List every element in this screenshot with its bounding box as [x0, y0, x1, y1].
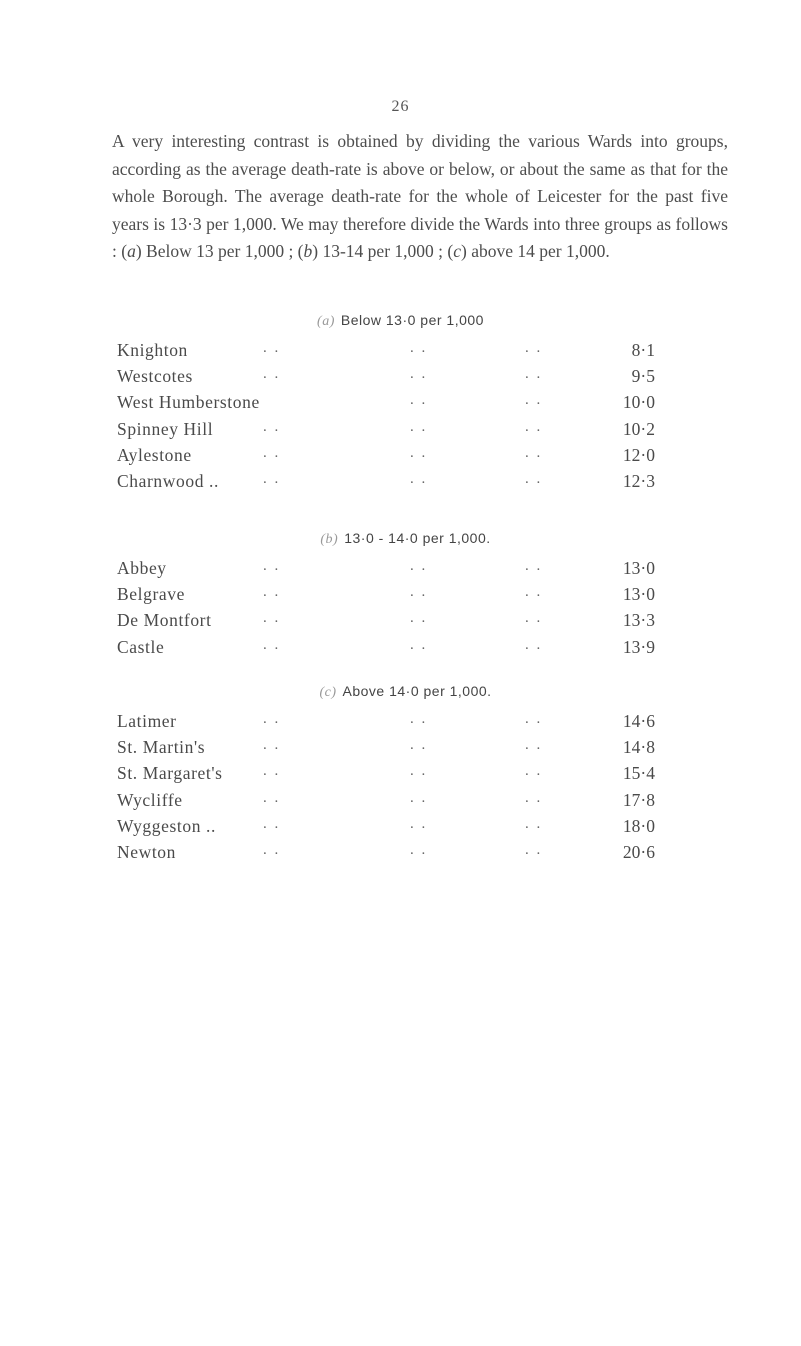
- leader-dots: . .: [525, 610, 543, 627]
- ward-row: [117, 790, 655, 816]
- ward-row: [117, 445, 655, 471]
- group-heading-text: Below 13·0 per 1,000: [340, 312, 484, 328]
- ward-row: [117, 711, 655, 737]
- ward-row: [117, 842, 655, 868]
- leader-dots: . .: [410, 711, 428, 727]
- leader-dots: . .: [410, 763, 428, 780]
- ward-name: Wyggeston ..: [117, 815, 216, 836]
- leader-dots: . .: [525, 842, 543, 858]
- ward-name: De Montfort: [117, 610, 212, 631]
- ward-name: Castle: [117, 636, 165, 657]
- death-rate-value: 13·9: [622, 636, 655, 657]
- death-rate-value: 10·2: [622, 418, 655, 439]
- leader-dots: . .: [525, 392, 543, 409]
- leader-dots: . .: [410, 366, 428, 383]
- death-rate-value: 15·4: [622, 763, 655, 784]
- ward-row: [117, 366, 655, 392]
- group-heading: [0, 683, 801, 701]
- ward-name: West Humberstone: [117, 392, 260, 413]
- leader-dots: . .: [525, 444, 543, 461]
- leader-dots: . .: [410, 471, 428, 487]
- leader-dots: . .: [410, 584, 428, 601]
- leader-dots: . .: [525, 636, 543, 653]
- leader-dots: . .: [410, 444, 428, 461]
- leader-dots: . .: [410, 842, 428, 858]
- leader-dots: . .: [525, 471, 543, 487]
- ward-name: Newton: [117, 842, 177, 862]
- ward-name: Latimer: [117, 711, 177, 731]
- death-rate-value: 10·0: [622, 392, 655, 413]
- leader-dots: . .: [263, 340, 281, 356]
- leader-dots: . .: [410, 636, 428, 653]
- ward-name: Abbey: [117, 558, 167, 578]
- death-rate-value: 14·8: [622, 737, 655, 758]
- ward-name: Belgrave: [117, 584, 185, 605]
- leader-dots: . .: [263, 471, 281, 487]
- leader-dots: . .: [525, 763, 543, 780]
- ward-row: [117, 737, 655, 763]
- death-rate-value: 8·1: [631, 340, 655, 360]
- leader-dots: . .: [525, 418, 543, 435]
- group-heading-text: 13·0 - 14·0 per 1,000.: [344, 530, 491, 546]
- ward-name: Spinney Hill: [117, 418, 214, 439]
- leader-dots: . .: [263, 789, 281, 806]
- death-rate-value: 13·0: [622, 558, 655, 578]
- leader-dots: . .: [263, 815, 281, 832]
- ward-name: Wycliffe: [117, 789, 183, 810]
- ward-row: [117, 584, 655, 610]
- leader-dots: . .: [525, 340, 543, 356]
- leader-dots: . .: [525, 737, 543, 754]
- ward-row: [117, 558, 655, 584]
- ward-name: Aylestone: [117, 444, 192, 465]
- ward-row: [117, 392, 655, 418]
- leader-dots: . .: [410, 340, 428, 356]
- group-heading-text: Above 14·0 per 1,000.: [342, 683, 492, 699]
- death-rate-value: 17·8: [622, 789, 655, 810]
- ward-row: [117, 610, 655, 636]
- ward-name: Charnwood ..: [117, 471, 219, 491]
- leader-dots: . .: [410, 418, 428, 435]
- group-label: (a): [317, 314, 335, 329]
- leader-dots: . .: [263, 558, 281, 574]
- leader-dots: . .: [263, 366, 281, 383]
- death-rate-value: 18·0: [622, 815, 655, 836]
- leader-dots: . .: [410, 392, 428, 409]
- leader-dots: . .: [263, 636, 281, 653]
- ward-row: [117, 637, 655, 663]
- leader-dots: . .: [263, 842, 281, 858]
- intro-paragraph: A very interesting contrast is obtained by dividing the various Wards into groups, according as the average death-rate is above or below, or about the same as that for the whole Borough. The average death-rate for the whole of Leicester for the past five years is 13·3 per 1,000. We may therefore divide the Wards into three groups as follows : (a) Below 13 per 1,000 ; (b) 13-14 per 1,000 ; (c) above 14 per 1,000.: [112, 131, 728, 262]
- death-rate-value: 20·6: [622, 842, 655, 862]
- ward-row: [117, 816, 655, 842]
- ward-row: [117, 763, 655, 789]
- ward-name: Knighton: [117, 340, 188, 360]
- death-rate-value: 12·3: [622, 471, 655, 491]
- leader-dots: . .: [410, 789, 428, 806]
- group-heading: [0, 312, 801, 330]
- ward-name: Westcotes: [117, 366, 193, 387]
- leader-dots: . .: [263, 444, 281, 461]
- leader-dots: . .: [263, 584, 281, 601]
- leader-dots: . .: [525, 711, 543, 727]
- leader-dots: . .: [263, 418, 281, 435]
- leader-dots: . .: [410, 558, 428, 574]
- death-rate-value: 13·0: [622, 584, 655, 605]
- group-label: (b): [320, 532, 339, 547]
- ward-row: [117, 471, 655, 497]
- leader-dots: . .: [525, 815, 543, 832]
- death-rate-value: 9·5: [631, 366, 655, 387]
- death-rate-value: 13·3: [622, 610, 655, 631]
- leader-dots: . .: [410, 737, 428, 754]
- death-rate-value: 14·6: [622, 711, 655, 731]
- death-rate-value: 12·0: [622, 444, 655, 465]
- leader-dots: . .: [263, 610, 281, 627]
- leader-dots: . .: [410, 815, 428, 832]
- leader-dots: . .: [525, 584, 543, 601]
- leader-dots: . .: [525, 558, 543, 574]
- page-number: 26: [391, 98, 410, 115]
- ward-name: St. Margaret's: [117, 763, 223, 784]
- leader-dots: . .: [263, 737, 281, 754]
- group-label: (c): [319, 685, 337, 700]
- leader-dots: . .: [263, 763, 281, 780]
- leader-dots: . .: [525, 366, 543, 383]
- leader-dots: . .: [263, 711, 281, 727]
- group-heading: [0, 530, 801, 548]
- ward-name: St. Martin's: [117, 737, 206, 758]
- leader-dots: . .: [410, 610, 428, 627]
- leader-dots: . .: [525, 789, 543, 806]
- ward-row: [117, 419, 655, 445]
- ward-row: [117, 340, 655, 366]
